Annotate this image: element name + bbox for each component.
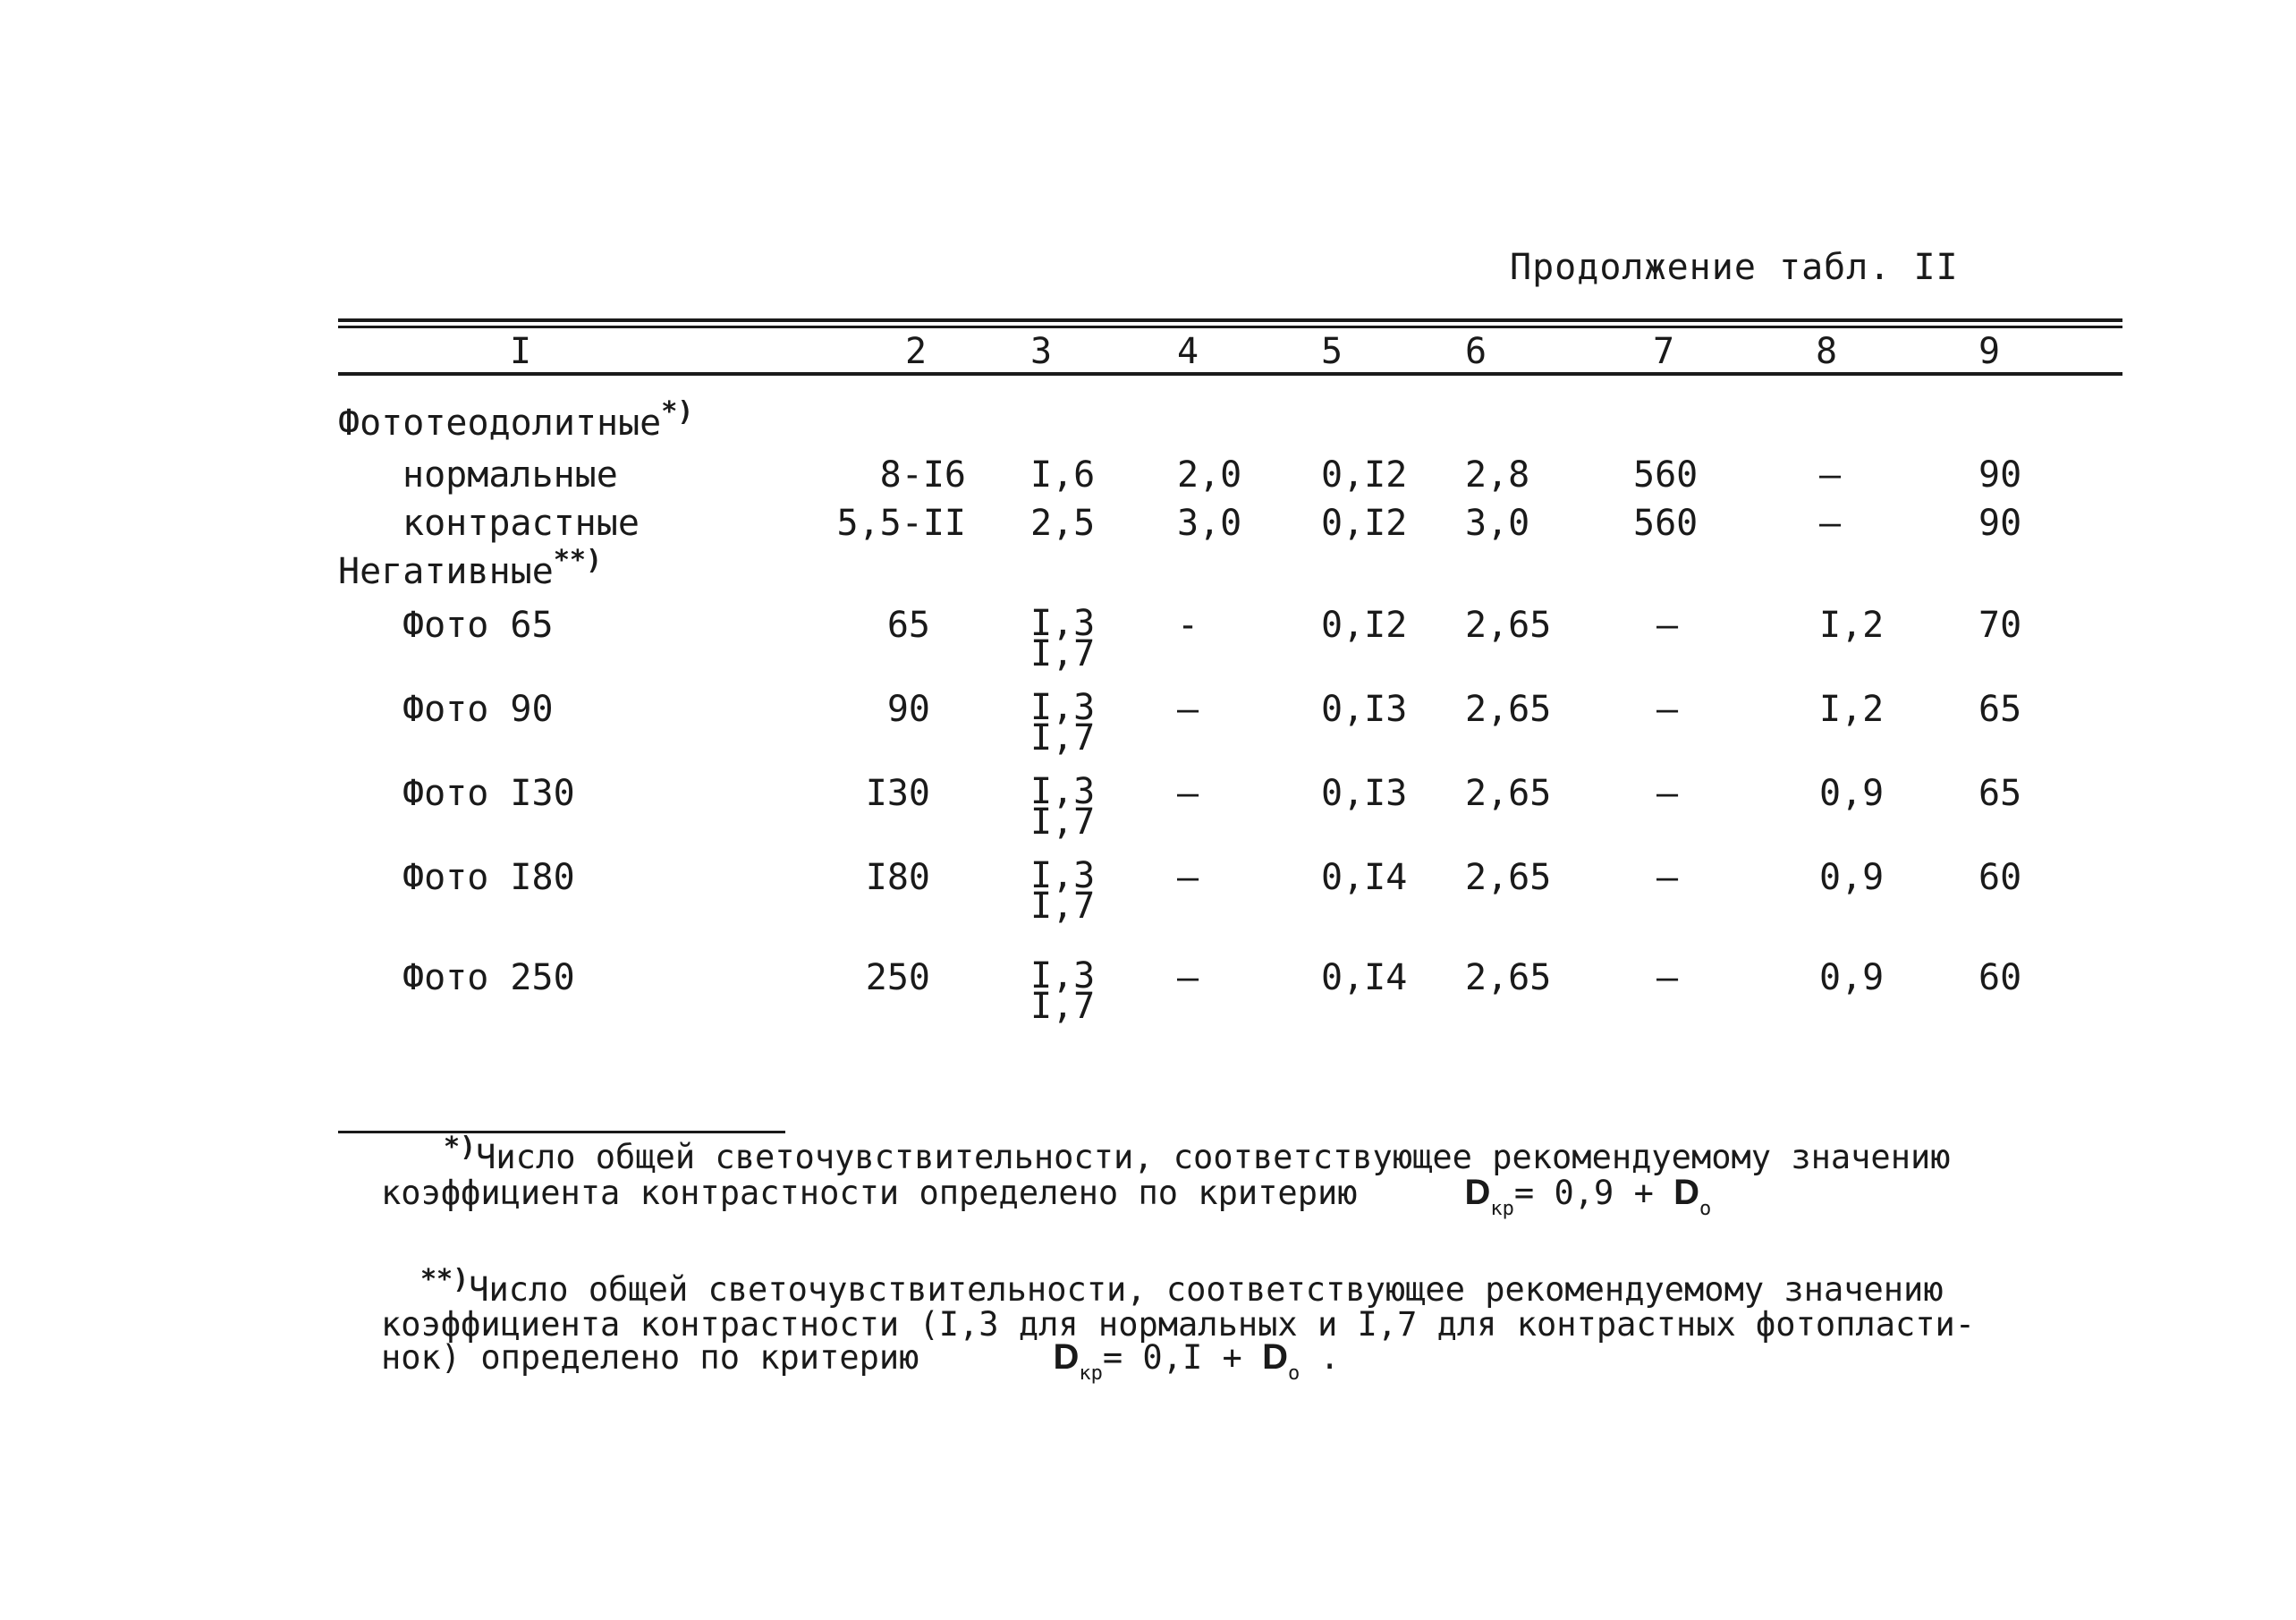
cell-col-9: 60: [1978, 957, 2022, 998]
cell-col-2: I80: [865, 857, 930, 898]
header-col-3: 3: [1030, 331, 1053, 372]
header-col-4: 4: [1177, 331, 1199, 372]
cell-col-5: 0,I2: [1321, 605, 1408, 646]
cell-col-7: 560: [1633, 454, 1699, 496]
group-title-text: Фототеодолитные: [338, 403, 662, 444]
cell-col-7: –: [1656, 605, 1679, 646]
cell-col-3-line-2: I,7: [1030, 802, 1096, 843]
footnote-text: Число общей светочувствительности, соответствующее рекомендуемому значению: [469, 1270, 1944, 1309]
cell-col-3: I,6: [1030, 454, 1096, 496]
cell-col-3-line-2: I,7: [1030, 633, 1096, 674]
group-title-text: Негативные: [338, 551, 554, 592]
footnote-1-line-1: [381, 1132, 1951, 1176]
cell-col-6: 2,65: [1465, 689, 1552, 730]
formula-subscript: кр: [1079, 1362, 1103, 1385]
cell-col-6: 2,65: [1465, 773, 1552, 814]
row-name: Фото 90: [402, 689, 554, 730]
table-continuation-caption: Продолжение табл. II: [1510, 247, 1959, 288]
footnote-2-line-2: [381, 1305, 1976, 1344]
header-col-8: 8: [1816, 331, 1838, 372]
footnote-2-line-3: [381, 1337, 1975, 1385]
cell-col-8: 0,9: [1819, 773, 1885, 814]
cell-col-4: –: [1177, 689, 1199, 730]
formula-symbol: D: [1464, 1173, 1491, 1212]
cell-col-8: I,2: [1819, 605, 1885, 646]
cell-col-3: [1030, 603, 1096, 674]
cell-col-5: 0,I4: [1321, 957, 1408, 998]
cell-col-4: -: [1177, 605, 1199, 646]
cell-col-9: 60: [1978, 857, 2022, 898]
cell-col-2: 250: [865, 957, 930, 998]
cell-col-5: 0,I3: [1321, 773, 1408, 814]
cell-col-9: 65: [1978, 689, 2022, 730]
cell-col-4: –: [1177, 773, 1199, 814]
cell-col-2: I30: [865, 773, 930, 814]
cell-col-5: 0,I4: [1321, 857, 1408, 898]
footnote-rule: [338, 1131, 785, 1133]
cell-col-6: 2,65: [1465, 857, 1552, 898]
formula-symbol: D: [1262, 1337, 1288, 1377]
footnote-text: нок) определено по критерию: [381, 1338, 919, 1377]
cell-col-7: 560: [1633, 503, 1699, 544]
cell-col-5: 0,I2: [1321, 503, 1408, 544]
cell-col-9: 90: [1978, 503, 2022, 544]
cell-col-3-line-2: I,7: [1030, 986, 1096, 1027]
header-col-9: 9: [1978, 331, 2001, 372]
cell-col-8: –: [1819, 454, 1842, 496]
cell-col-3: [1030, 955, 1096, 1027]
table-top-rule-2: [338, 326, 2122, 328]
header-col-1: I: [510, 331, 532, 372]
row-name: Фото I30: [402, 773, 575, 814]
cell-col-4: –: [1177, 957, 1199, 998]
formula-subscript: о: [1287, 1362, 1301, 1385]
formula-text: = 0,9 +: [1513, 1174, 1674, 1212]
row-name: Фото I80: [402, 857, 575, 898]
row-name: Фото 65: [402, 605, 554, 646]
cell-col-5: 0,I2: [1321, 454, 1408, 496]
footnote-mark: **): [553, 545, 603, 576]
cell-col-8: 0,9: [1819, 857, 1885, 898]
cell-col-3-line-1: I,3: [1030, 855, 1096, 896]
cell-col-3: [1030, 855, 1096, 927]
footnote-text: коэффициента контрастности определено по критерию: [381, 1174, 1358, 1212]
footnote-mark: **): [420, 1264, 470, 1295]
formula-subscript: о: [1699, 1198, 1712, 1220]
footnote-2: [381, 1264, 1976, 1385]
group-title-negative: [338, 545, 603, 592]
cell-col-3-line-1: I,3: [1030, 955, 1096, 997]
formula-subscript: кр: [1490, 1198, 1514, 1220]
formula-symbol: D: [1673, 1173, 1700, 1212]
cell-col-3-line-1: I,3: [1030, 771, 1096, 812]
row-name: нормальные: [402, 454, 618, 496]
cell-col-2: 5,5-II: [836, 503, 966, 544]
header-col-5: 5: [1321, 331, 1343, 372]
cell-col-3-line-1: I,3: [1030, 603, 1096, 644]
cell-col-2: 8-I6: [879, 454, 966, 496]
header-col-2: 2: [905, 331, 928, 372]
cell-col-4: 2,0: [1177, 454, 1242, 496]
cell-col-9: 70: [1978, 605, 2022, 646]
footnote-text: коэффициента контрастности (I,3 для нормальных и I,7 для контрастных фотопласти-: [381, 1305, 1976, 1344]
cell-col-8: –: [1819, 503, 1842, 544]
footnote-mark: *): [661, 396, 694, 428]
cell-col-2: 65: [886, 605, 930, 646]
cell-col-7: –: [1656, 857, 1679, 898]
footnote-mark: *): [444, 1132, 477, 1163]
cell-col-3-line-2: I,7: [1030, 886, 1096, 927]
cell-col-6: 3,0: [1465, 503, 1530, 544]
formula-text: = 0,I +: [1102, 1338, 1263, 1377]
cell-col-3: 2,5: [1030, 503, 1096, 544]
table-top-rule: [338, 318, 2122, 322]
cell-col-9: 90: [1978, 454, 2022, 496]
cell-col-6: 2,8: [1465, 454, 1530, 496]
footnote-1: [381, 1132, 1951, 1220]
cell-col-8: I,2: [1819, 689, 1885, 730]
cell-col-7: –: [1656, 773, 1679, 814]
group-title-phototheodolite: [338, 396, 694, 444]
cell-col-6: 2,65: [1465, 957, 1552, 998]
cell-col-7: –: [1656, 957, 1679, 998]
cell-col-3-line-2: I,7: [1030, 717, 1096, 759]
cell-col-4: –: [1177, 857, 1199, 898]
footnote-2-line-1: [381, 1264, 1975, 1309]
footnote-1-line-2: [381, 1173, 1951, 1220]
table-header-rule: [338, 372, 2122, 376]
row-name: контрастные: [402, 503, 640, 544]
row-name: Фото 250: [402, 957, 575, 998]
header-col-7: 7: [1653, 331, 1675, 372]
cell-col-9: 65: [1978, 773, 2022, 814]
header-col-6: 6: [1465, 331, 1487, 372]
cell-col-3-line-1: I,3: [1030, 687, 1096, 728]
cell-col-3: [1030, 771, 1096, 843]
cell-col-8: 0,9: [1819, 957, 1885, 998]
footnote-text: Число общей светочувствительности, соответствующее рекомендуемому значению: [476, 1138, 1951, 1176]
cell-col-3: [1030, 687, 1096, 759]
cell-col-4: 3,0: [1177, 503, 1242, 544]
cell-col-6: 2,65: [1465, 605, 1552, 646]
cell-col-7: –: [1656, 689, 1679, 730]
formula-text: .: [1300, 1338, 1340, 1377]
cell-col-5: 0,I3: [1321, 689, 1408, 730]
formula-symbol: D: [1053, 1337, 1080, 1377]
cell-col-2: 90: [886, 689, 930, 730]
